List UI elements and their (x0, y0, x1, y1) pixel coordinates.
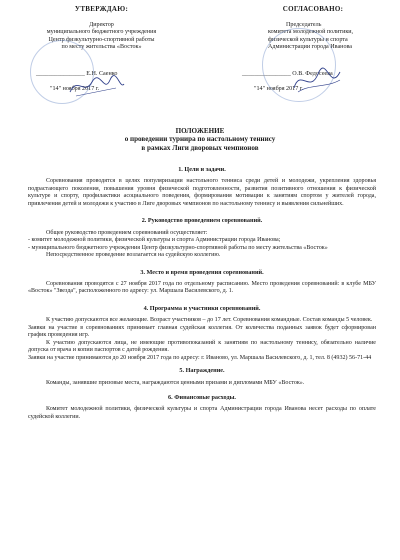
approval-line: по месту жительства «Восток» (61, 43, 142, 50)
signature-line-right: ________________ О.В. Федосеева (242, 71, 333, 78)
paragraph: Соревнования проводятся в целях популяризации настольного тенниса среди детей и молодежи, укрепления здоровья подрастающего поколения, повышения уровня физической подготовленности, развития позитивного отношения к физической культуре и спорту, профилактики асоциального поведения, формирования мотивации к занятиям спортом у жителей города, привлечения детей и молодежи к участию в Лиге дворовых чемпионов по настольному теннису и выявления сильнейших. (28, 178, 376, 207)
document-title (0, 127, 400, 152)
approval-heading-right: СОГЛАСОВАНО: (282, 5, 344, 13)
paragraph: - муниципального бюджетного учреждения Центр физкультурно-спортивной работы по месту жительства «Восток» (28, 244, 328, 251)
paragraph: Заявки на участие в соревнованиях принимает главная судейская коллегия. От количества поданных заявок будет сформирован график проведения игр. (28, 324, 376, 339)
section-heading: 1. Цели и задачи. (178, 166, 226, 173)
title-line: в рамках Лиги дворовых чемпионов (141, 143, 259, 152)
approval-line: Администрации города Иванова (268, 43, 352, 50)
paragraph: Комитет молодежной политики, физической культуры и спорта Администрации города Иванова несет расходы по оплате судейской коллегии. (28, 406, 376, 420)
section-heading: 6. Финансовые расходы. (168, 393, 236, 401)
signature-line-left: ________________ Е.Н. Саенко (36, 71, 118, 78)
document-body (28, 161, 376, 421)
section-heading: 4. Программа и участники соревнований. (143, 304, 261, 312)
section-heading: 3. Место и время проведения соревнований. (140, 268, 264, 276)
approval-line: комитета молодежной политики, (268, 29, 354, 36)
approval-heading-left: УТВЕРЖДАЮ: (74, 5, 129, 13)
title-line: ПОЛОЖЕНИЕ (175, 127, 225, 135)
approval-line: Председатель (286, 22, 322, 29)
section-heading: 2. Руководство проведением соревнований. (141, 217, 263, 225)
approval-date-right: "14" ноября 2017 г. (254, 86, 304, 93)
approval-line: физической культуры и спорта (268, 36, 348, 43)
paragraph: Общее руководство проведением соревнований осуществляет: (46, 229, 208, 236)
paragraph: К участию допускаются все желающие. Возраст участников – до 17 лет. Соревнования командные. Состав команды 5 человек. (46, 317, 373, 324)
approval-line: муниципального бюджетного учреждения (46, 29, 157, 36)
section-heading: 5. Награждение. (179, 367, 225, 375)
paragraph: - комитет молодежной политики, физической культуры и спорта Администрации города Иванова; (28, 237, 281, 244)
title-line: о проведении турнира по настольному теннису (124, 135, 276, 144)
paragraph: К участию допускаются лица, не имеющие противопоказаний к занятиям по настольному теннису, обязательно наличие допуска от врача и копии паспортов с датой рождения. (28, 339, 376, 354)
approval-line: Директор (89, 22, 114, 29)
handwritten-signature-right (290, 66, 344, 96)
paragraph: Соревнования проводятся с 27 ноября 2017 года по отдельному расписанию. Место проведения соревнований: в клубе МБУ «Восток» "Звезда", расположенного по адресу: ул. Маршала Василевского, д. 1. (28, 280, 376, 295)
paragraph: Команды, занявшие призовые места, награждаются ценными призами и дипломами МБУ «Восток». (46, 379, 305, 386)
handwritten-signature-left (66, 72, 126, 100)
approval-date-left: "14" ноября 2017 г. (50, 86, 100, 93)
paragraph: Заявки на участие принимаются до 20 ноября 2017 года по адресу: г. Иваново, ул. Маршала Василевского, д. 1, тел. 8 (4932) 56-71-44 (28, 354, 372, 361)
paragraph: Непосредственное проведение возлагается на судейскую коллегию. (46, 252, 221, 259)
approval-line: Центр физкультурно-спортивной работы (48, 36, 155, 43)
